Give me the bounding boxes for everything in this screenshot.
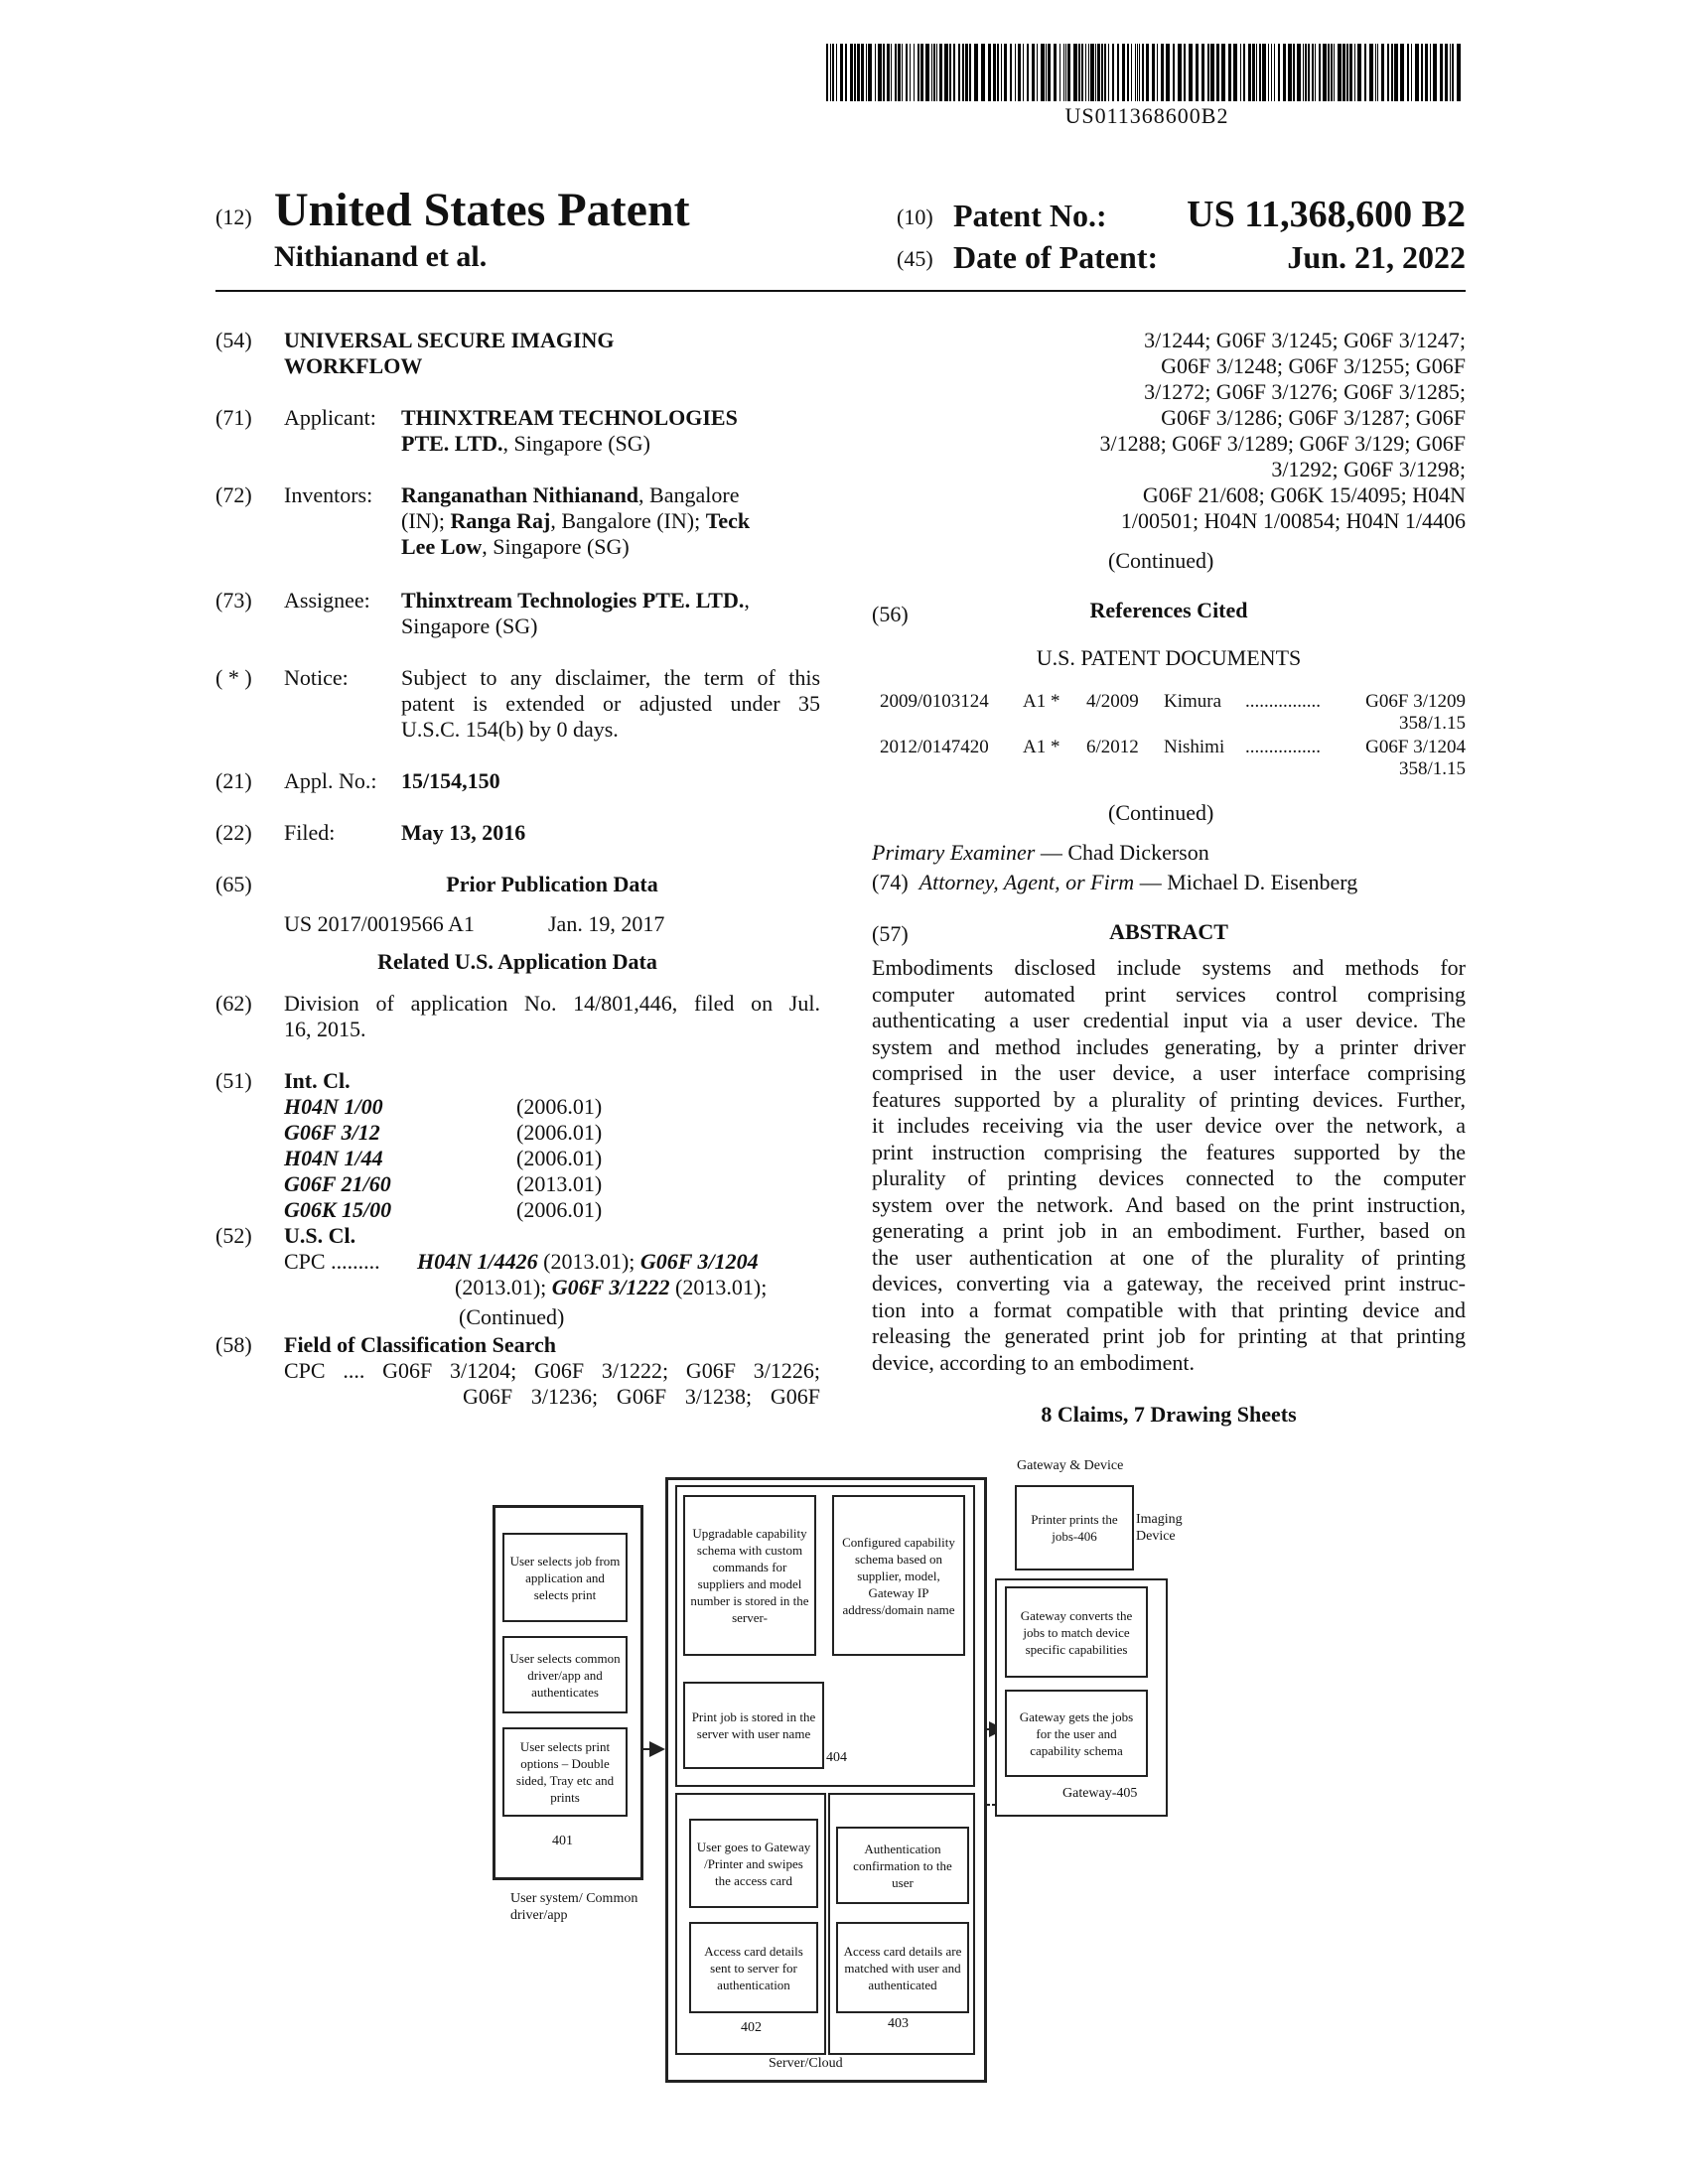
inventor-location: , Bangalore: [638, 482, 740, 507]
field-code: (65): [215, 872, 252, 896]
field-code: (73): [215, 588, 252, 613]
field-code: (71): [215, 405, 252, 430]
ref-number: 2009/0103124: [880, 691, 989, 712]
box-text: Authentication confirmation to the user: [853, 1841, 952, 1890]
notice-text: Subject to any disclaimer, the term of this: [401, 665, 820, 690]
field-label: Filed:: [284, 820, 336, 845]
examiner-label: Primary Examiner: [872, 840, 1036, 865]
ref-number: 2012/0147420: [880, 737, 989, 757]
patent-no-value: US 11,368,600 B2: [1187, 194, 1466, 235]
box-text: User selects job from application and selects print: [509, 1553, 621, 1602]
ref-date: 4/2009: [1086, 691, 1139, 712]
date-value: Jun. 21, 2022: [1287, 239, 1466, 275]
abstract-line: the user authentication at one of the plurality of printing: [872, 1244, 1466, 1270]
cpc-date: (2013.01);: [669, 1275, 768, 1299]
inventor-name: Ranga Raj: [450, 508, 551, 533]
imaging-device-label: Imaging Device: [1136, 1512, 1183, 1544]
user-selects-driver-box: [502, 1636, 628, 1713]
inventor-location: , Singapore (SG): [482, 534, 630, 559]
ref-kind: A1 *: [1023, 737, 1060, 757]
box-text: Gateway gets the jobs for the user and capability schema: [1019, 1708, 1134, 1758]
user-selects-print-box: [502, 1727, 628, 1817]
int-cl-date: (2006.01): [516, 1094, 603, 1119]
abstract-line: device, according to an embodiment.: [872, 1349, 1195, 1375]
box-text: Access card details sent to server for authentication: [704, 1943, 803, 1992]
access-sent-box: [689, 1922, 818, 2013]
field-code: (74): [872, 870, 909, 894]
attorney-label: Attorney, Agent, or Firm: [918, 870, 1135, 894]
abstract-heading: ABSTRACT: [1109, 919, 1228, 944]
field-code: (58): [215, 1332, 252, 1357]
ref-subclass: 358/1.15: [1398, 758, 1466, 779]
punctuation: ,: [744, 588, 750, 613]
printer-prints-box: [1015, 1485, 1134, 1570]
continued-note: (Continued): [1108, 548, 1214, 573]
section-heading: Int. Cl.: [284, 1068, 351, 1093]
field-label: Inventors:: [284, 482, 373, 507]
abstract-line: tion into a format compatible with that printing device and: [872, 1297, 1466, 1322]
ref-class: G06F 3/1209: [1365, 691, 1466, 712]
field-code: (57): [872, 921, 909, 946]
abstract-line: features supported by a plurality of printing devices. Further,: [872, 1086, 1466, 1112]
attorney-name: — Michael D. Eisenberg: [1139, 870, 1358, 894]
abstract-line: generating a print job in an embodiment. Further, based on: [872, 1218, 1466, 1243]
auth-confirm-box: [836, 1827, 969, 1904]
code-10: (10): [897, 205, 933, 229]
classification-line: 3/1292; G06F 3/1298;: [1271, 457, 1466, 481]
field-label: Appl. No.:: [284, 768, 377, 793]
field-code: ( * ): [215, 665, 252, 690]
section-heading: U.S. Cl.: [284, 1223, 356, 1248]
user-system-label: User system/ Common driver/app: [510, 1891, 638, 1923]
search-line: CPC .... G06F 3/1204; G06F 3/1222; G06F 3/1226;: [284, 1358, 820, 1383]
classification-line: G06F 3/1248; G06F 3/1255; G06F: [1161, 353, 1466, 378]
ref-name: Nishimi: [1164, 737, 1225, 757]
continued-note: (Continued): [1108, 800, 1214, 825]
field-label: Applicant:: [284, 405, 376, 430]
box-text: User goes to Gateway /Printer and swipes the access card: [696, 1839, 811, 1888]
cpc-date: (2013.01);: [455, 1275, 552, 1299]
classification-line: G06F 3/1286; G06F 3/1287; G06F: [1161, 405, 1466, 430]
ref-date: 6/2012: [1086, 737, 1139, 757]
abstract-line: Embodiments disclosed include systems and methods for: [872, 955, 1466, 980]
box-text: Upgradable capability schema with custom commands for suppliers and model number is stored in the server-: [690, 1526, 809, 1625]
access-matched-box: [836, 1922, 969, 2013]
int-cl-date: (2006.01): [516, 1120, 603, 1145]
notice-text: U.S.C. 154(b) by 0 days.: [401, 717, 619, 742]
applicant-name: THINXTREAM TECHNOLOGIES: [401, 405, 738, 430]
ref-leader: ................: [1245, 691, 1321, 712]
date-label: Date of Patent:: [953, 239, 1159, 275]
field-code: (22): [215, 820, 252, 845]
abstract-line: devices, converting via a gateway, the received print instruc-: [872, 1271, 1466, 1296]
abstract-line: print instruction comprising the features supported by the: [872, 1139, 1466, 1164]
claims-summary: 8 Claims, 7 Drawing Sheets: [1041, 1402, 1297, 1427]
gateway-405-label: Gateway-405: [1062, 1786, 1138, 1801]
gateway-gets-box: [1005, 1690, 1148, 1777]
gateway-converts-box: [1005, 1586, 1148, 1678]
abstract-line: system and method includes generating, by a printer driver: [872, 1033, 1466, 1059]
inventor-location: (IN);: [401, 508, 451, 533]
abstract-line: plurality of printing devices connected to the computer: [872, 1165, 1466, 1190]
box-text: Printer prints the jobs-406: [1031, 1512, 1118, 1544]
abstract-line: system over the network. And based on the print instruction,: [872, 1191, 1466, 1217]
inventor-name: Teck: [705, 508, 751, 533]
classification-line: 3/1272; G06F 3/1276; G06F 3/1285;: [1144, 379, 1466, 404]
invention-title-line: WORKFLOW: [284, 353, 423, 378]
notice-text: patent is extended or adjusted under 35: [401, 691, 820, 716]
int-cl-code: H04N 1/00: [284, 1094, 383, 1119]
abstract-line: comprised in the user device, a user interface comprising: [872, 1060, 1466, 1085]
field-code: (51): [215, 1068, 252, 1093]
label-401: 401: [552, 1834, 573, 1848]
ref-kind: A1 *: [1023, 691, 1060, 712]
cpc-date: (2013.01);: [537, 1249, 640, 1274]
invention-title-line: UNIVERSAL SECURE IMAGING: [284, 328, 615, 352]
field-code: (56): [872, 602, 909, 626]
box-text: Print job is stored in the server with user name: [691, 1709, 816, 1741]
label-404: 404: [826, 1750, 847, 1765]
search-line: G06F 3/1236; G06F 3/1238; G06F: [463, 1384, 820, 1409]
classification-line: 3/1288; G06F 3/1289; G06F 3/129; G06F: [1099, 431, 1466, 456]
ref-class: G06F 3/1204: [1365, 737, 1466, 757]
int-cl-code: G06F 21/60: [284, 1171, 391, 1196]
label-402: 402: [741, 2020, 762, 2035]
printjob-stored-box: [683, 1682, 824, 1769]
division-text: Division of application No. 14/801,446, filed on Jul.: [284, 991, 820, 1016]
cpc-label: CPC .........: [284, 1249, 380, 1274]
ref-leader: ................: [1245, 737, 1321, 757]
box-text: Gateway converts the jobs to match device specific capabilities: [1020, 1607, 1133, 1657]
int-cl-date: (2013.01): [516, 1171, 603, 1196]
int-cl-code: H04N 1/44: [284, 1146, 383, 1170]
division-text: 16, 2015.: [284, 1017, 366, 1041]
code-45: (45): [897, 246, 933, 271]
field-label: Notice:: [284, 665, 349, 690]
configured-box: [832, 1495, 965, 1656]
section-heading: References Cited: [1089, 598, 1248, 622]
box-text: User selects print options – Double sided, Tray etc and prints: [515, 1739, 615, 1805]
cpc-code: G06F 3/1204: [639, 1249, 759, 1274]
classification-line: 3/1244; G06F 3/1245; G06F 3/1247;: [1144, 328, 1466, 352]
server-cloud-label: Server/Cloud: [769, 2056, 843, 2071]
barcode-text: US011368600B2: [1064, 103, 1229, 128]
inventor-location: , Bangalore (IN);: [550, 508, 706, 533]
examiner-name: — Chad Dickerson: [1040, 840, 1209, 865]
publication-date: Jan. 19, 2017: [548, 911, 665, 936]
int-cl-date: (2006.01): [516, 1146, 603, 1170]
section-heading: Prior Publication Data: [446, 872, 658, 896]
inventor-name: Ranganathan Nithianand: [401, 482, 639, 507]
application-number: 15/154,150: [401, 768, 500, 793]
field-code: (62): [215, 991, 252, 1016]
applicant-suffix: PTE. LTD.: [401, 431, 503, 456]
kind-code-12: (12): [215, 205, 252, 229]
abstract-line: authenticating a user credential input via a user device. The: [872, 1008, 1466, 1032]
filed-date: May 13, 2016: [401, 820, 526, 845]
int-cl-date: (2006.01): [516, 1197, 603, 1222]
cpc-code: G06F 3/1222: [551, 1275, 670, 1299]
authors: Nithianand et al.: [274, 240, 488, 273]
int-cl-code: G06F 3/12: [284, 1120, 380, 1145]
box-text: Access card details are matched with user and authenticated: [843, 1943, 962, 1992]
int-cl-code: G06K 15/00: [284, 1197, 392, 1222]
field-code: (54): [215, 328, 252, 352]
ref-subclass: 358/1.15: [1398, 713, 1466, 734]
assignee-location: Singapore (SG): [401, 614, 538, 638]
user-goes-box: [689, 1819, 818, 1908]
field-code: (72): [215, 482, 252, 507]
ref-name: Kimura: [1164, 691, 1222, 712]
abstract-line: it includes receiving via the user device over the network, a: [872, 1113, 1466, 1138]
field-label: Assignee:: [284, 588, 370, 613]
abstract-line: computer automated print services control comprising: [872, 981, 1466, 1007]
continued-note: (Continued): [459, 1304, 565, 1329]
box-text: User selects common driver/app and authenticates: [509, 1650, 621, 1700]
patent-title: United States Patent: [274, 184, 690, 236]
classification-line: 1/00501; H04N 1/00854; H04N 1/4406: [1120, 508, 1466, 533]
box-text: Configured capability schema based on supplier, model, Gateway IP address/domain name: [842, 1534, 955, 1617]
cpc-code: H04N 1/4426: [417, 1249, 538, 1274]
patent-no-label: Patent No.:: [953, 198, 1107, 233]
classification-line: G06F 21/608; G06K 15/4095; H04N: [1142, 482, 1466, 507]
label-403: 403: [888, 2016, 909, 2031]
section-heading: Field of Classification Search: [284, 1332, 556, 1357]
assignee-name: Thinxtream Technologies PTE. LTD.: [401, 588, 745, 613]
upgradable-box: [683, 1495, 816, 1656]
abstract-line: releasing the generated print job for printing at that printing: [872, 1323, 1466, 1348]
publication-number: US 2017/0019566 A1: [284, 911, 475, 936]
section-heading: U.S. PATENT DOCUMENTS: [1036, 645, 1302, 670]
field-code: (21): [215, 768, 252, 793]
section-heading: Related U.S. Application Data: [377, 949, 657, 974]
applicant-location: , Singapore (SG): [502, 431, 650, 456]
gateway-device-title: Gateway & Device: [1017, 1458, 1124, 1473]
user-selects-job-box: [502, 1533, 628, 1622]
field-code: (52): [215, 1223, 252, 1248]
inventor-name: Lee Low: [401, 534, 483, 559]
